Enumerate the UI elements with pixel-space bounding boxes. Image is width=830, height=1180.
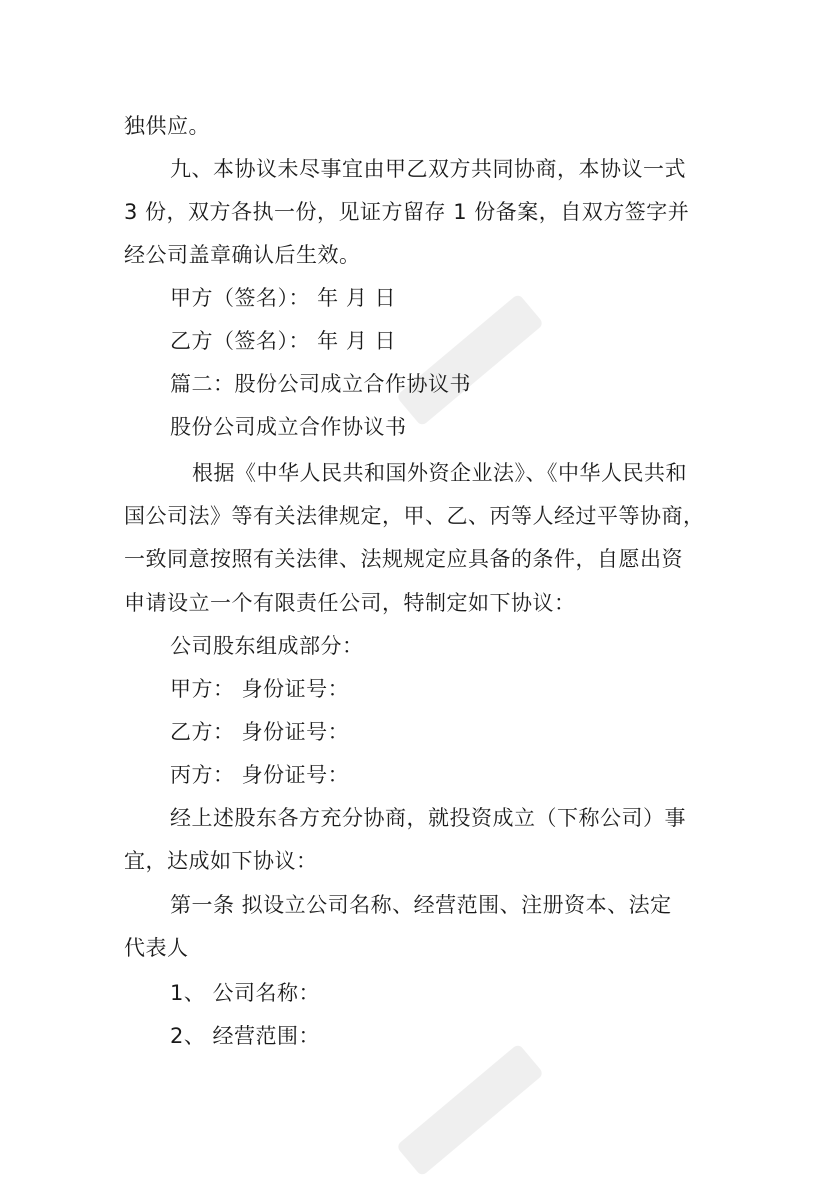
text-line: 根据《中华人民共和国外资企业法》、《中华人民共和 (192, 461, 687, 485)
text-line: 代表人 (124, 936, 189, 960)
text-line: 经上述股东各方充分协商，就投资成立（下称公司）事 (170, 806, 686, 830)
section-heading: 篇二：股份公司成立合作协议书 (170, 372, 471, 396)
list-item: 2、 经营范围： (170, 1024, 321, 1048)
text-line: 一致同意按照有关法律、法规规定应具备的条件，自愿出资 (124, 547, 683, 571)
shareholder-party-a: 甲方： 身份证号： (170, 677, 350, 701)
text-line: 申请设立一个有限责任公司，特制定如下协议： (124, 591, 576, 615)
shareholder-party-c: 丙方： 身份证号： (170, 763, 350, 787)
signature-line-party-a: 甲方（签名）： 年 月 日 (170, 286, 397, 310)
text-line: 国公司法》等有关法律规定，甲、乙、丙等人经过平等协商， (124, 504, 705, 528)
text-line: 独供应。 (124, 114, 210, 138)
text-line: 九、本协议未尽事宜由甲乙双方共同协商，本协议一式 (170, 157, 686, 181)
signature-line-party-b: 乙方（签名）： 年 月 日 (170, 329, 397, 353)
document-title: 股份公司成立合作协议书 (170, 415, 407, 439)
shareholder-party-b: 乙方： 身份证号： (170, 720, 350, 744)
watermark-icon (360, 1040, 580, 1180)
text-line: 宜，达成如下协议： (124, 849, 318, 873)
text-line: 经公司盖章确认后生效。 (124, 243, 361, 267)
list-item: 1、 公司名称： (170, 981, 321, 1005)
text-line: 公司股东组成部分： (170, 634, 364, 658)
article-heading: 第一条 拟设立公司名称、经营范围、注册资本、法定 (170, 893, 672, 917)
text-line: 3 份，双方各执一份，见证方留存 1 份备案，自双方签字并 (124, 200, 690, 224)
